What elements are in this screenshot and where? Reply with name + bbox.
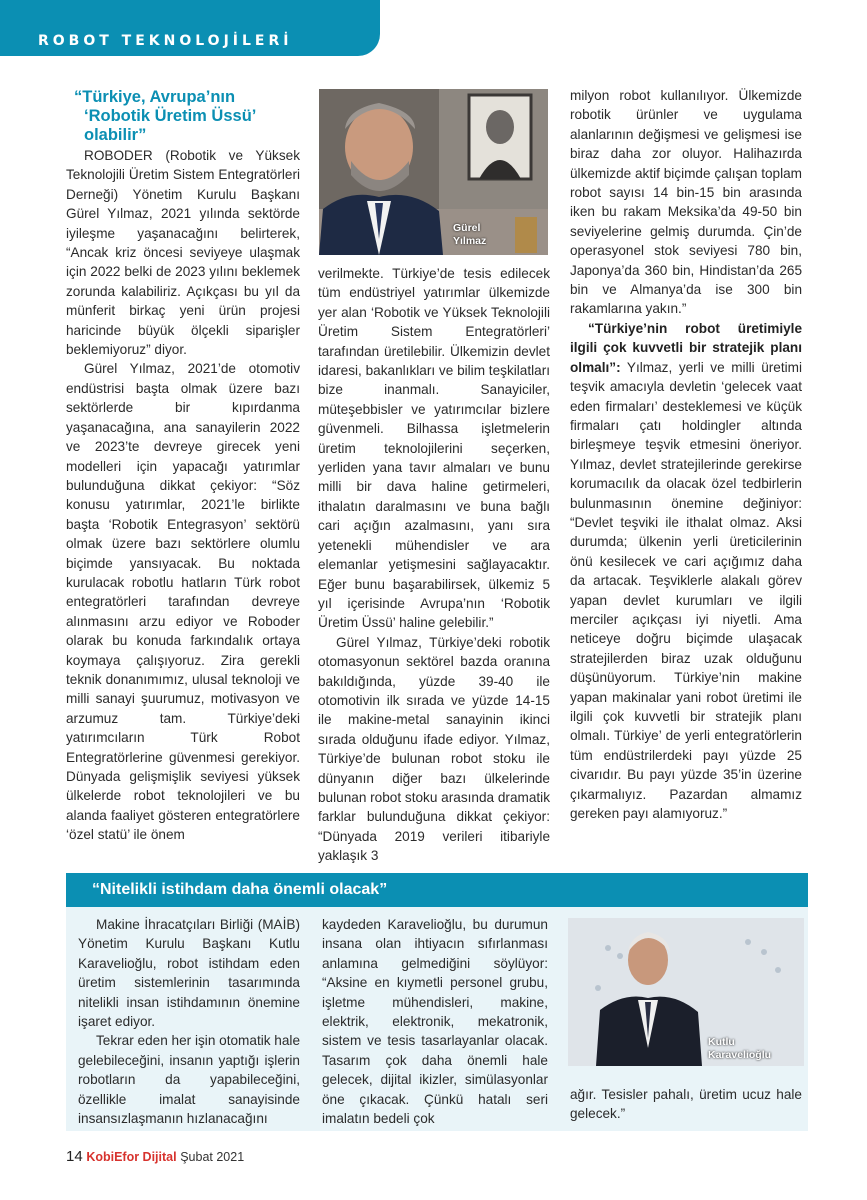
- article-column-2: [318, 264, 550, 866]
- box-paragraph: kaydeden Karavelioğlu, bu durumun insana olan ihtiyacın sıfırlanması anlamına gelmediğini söylüyor: “Aksine en kıymetli personel grubu, işletme mühendisleri, makine, elektrik, elektronik, mekatronik, sistem ve tesis tasarlayanlar olacak. Tasarım çok daha önemli hale gelecek, dijital ikizler, simülasyonlar öne çıkacak. Çünkü hatalı seri imalatın bedeli çok: [322, 917, 548, 1127]
- section-title: ROBOT TEKNOLOJİLERİ: [38, 33, 293, 49]
- page-number: 14: [66, 1148, 83, 1165]
- portrait-image: [319, 89, 548, 255]
- photo-caption: Gürel Yılmaz: [453, 222, 487, 247]
- article-column-3: [570, 86, 802, 823]
- gurel-yilmaz-photo: [319, 89, 548, 255]
- article-headline: “Türkiye, Avrupa’nın ‘Robotik Üretim Üssü’ olabilir”: [74, 88, 256, 144]
- section-header-banner: [0, 0, 380, 56]
- page-footer: [66, 1148, 244, 1165]
- article-paragraph: [570, 319, 802, 824]
- photo-caption: Kutlu Karavelioğlu: [708, 1036, 772, 1061]
- magazine-brand: KobiEfor Dijital: [86, 1150, 177, 1164]
- box-paragraph: Tekrar eden her işin otomatik hale gelebileceğini, insanın yaptığı işlerin robotların da yapabileceğini, özellikle imalat sanayisinde insansızlaşmanın hızlanacağını: [78, 1033, 301, 1127]
- article-paragraph-text: Yılmaz, yerli ve milli üretimi teşvik amacıyla devletin ‘gelecek vaat eden firmaları’ desteklemesi ve küçük firmaları çatı holdingler altında birleşmeye teşvik etmesini öneriyor. Yılmaz, devlet stratejilerinde gerekirse korumacılık da olacak özel tedbirlerin bulunmasının önemine değiniyor: “Devlet teşviki ile ithalat olmaz. Aksi durumda; ülkenin yerli üreticilerinin önü kesilecek ve cari açığımız daha da artacak. Teşviklerle alakalı görev yapan devlet kurumları ve ilgili merciler açıkçası iyi niyetli. Ama neticeye doğru biçimde ulaşacak stratejilerden biraz uzak olduğunu düşünüyorum. Türkiye’nin makine yapan makinalar yani robot üretimi ile ilgili çok kuvvetli bir stratejik planı olmalı. Türkiye’ de yerli entegratörlerin tüm endüstrilerdeki payı yüzde 25 civarıdır. Bu payı yüzde 35’in üzerine çıkarmalıyız. Pazardan almamız gereken payı alamıyoruz.”: [570, 359, 802, 822]
- box-paragraph: ağır. Tesisler pahalı, üretim ucuz hale gelecek.”: [570, 1087, 802, 1122]
- article-paragraph: milyon robot kullanılıyor. Ülkemizde robotik ürünler ve uygulama alanlarının değişmesi ve gelişmesi ise biraz daha zor oluyor. Halihazırda ülkemizde aktif biçimde çalışan toplam robot sayısı 14 bin-15 bin arasında iken bu rakam Meksika’da 49-50 bin seviyelerine gelmiş durumda. Çin’de operasyonel stok seviyesi 780 bin, Japonya’da 360 bin, Hindistan’da 265 bin ve Almanya’da ise 300 bin rakamlarına yakın.”: [570, 88, 802, 317]
- article-subheading: “Türkiye’nin robot üretimiyle ilgili çok kuvvetli bir stratejik planı olmalı”:: [570, 320, 802, 375]
- article-paragraph: Gürel Yılmaz, Türkiye’deki robotik otomasyonun sektörel bazda oranına bakıldığında, yüzde 39-40 ile otomotivin ilk sırada ve yüzde 14-15 ile makine-metal sanayinin ikinci sırada olduğunu ifade ediyor. Yılmaz, Türkiye’de bulunan robot stoku ile dünyanın diğer bazı ülkelerinde bulunan robot stoku arasında dramatik farklar bulunduğuna dikkat çekiyor: “Dünyada 2019 verileri itibariyle yaklaşık 3: [318, 634, 550, 864]
- article-column-1: [66, 88, 300, 845]
- box-column-3: [570, 1085, 802, 1124]
- article-paragraph: Gürel Yılmaz, 2021’de otomotiv endüstrisi başta olmak üzere bazı sektörlerde bir kıpırdanma yaşanacağına, ana sanayilerin 2022 ve 2023’te devreye girecek yeni modelleri için yapacağı yatırımlar bulunduğuna dikkat çekiyor: “Söz konusu yatırımlar, 2021’le birlikte başta ‘Robotik Entegrasyon’ sektörü olmak üzere bazı sektörlere olumlu biçimde yansıyacak. Bu noktada kurulacak robotlu hatların Türk robot entegratörleri tarafından devreye alınmasını arzu ediyor ve Roboder olarak bu konuda farkındalık ortaya koymaya çalışıyoruz. Zira gerekli teknik donanımımız, ulusal teknoloji ve milli sanayi şuurumuz, motivasyon ve arzumuz tam. Türkiye’deki yatırımcıların Türk Robot Entegratörlerine güvenmesi gerekiyor. Dünyada gelişmişlik seviyesi yüksek ülkelerde robot teknolojileri ve bu alanda faaliyet gösteren entegratörlere ‘özel statü’ ile önem: [66, 361, 300, 843]
- sidebar-box-title: “Nitelikli istihdam daha önemli olacak”: [92, 881, 388, 898]
- issue-date: Şubat 2021: [180, 1150, 245, 1164]
- box-paragraph: Makine İhracatçıları Birliği (MAİB) Yönetim Kurulu Başkanı Kutlu Karavelioğlu, robot istihdam eden üretim sistemlerinin tasarımında nitelikli insan istihdamının önemine işaret ediyor.: [78, 917, 300, 1030]
- article-paragraph: ROBODER (Robotik ve Yüksek Teknolojili Üretim Sistem Entegratörleri Derneği) Yönetim Kurulu Başkanı Gürel Yılmaz, 2021 yılında sektörde iyileşme yaşanacağını belirterek, “Ancak kriz öncesi seviyeye ulaşmak için 2022 belki de 2023 yılını beklemek zorunda kalabiliriz. Açıkçası bu yıl da münferit birkaç yeni ürün projesi haricinde büyük ölçekli siparişler beklemiyoruz” diyor.: [66, 148, 300, 358]
- box-column-2: [322, 915, 548, 1128]
- sidebar-box-header: [66, 873, 808, 907]
- kutlu-karavelioglu-photo: [568, 918, 804, 1066]
- box-column-1: [78, 915, 300, 1128]
- article-paragraph: verilmekte. Türkiye’de tesis edilecek tüm endüstriyel yatırımlar ülkemizde yer alan ‘Robotik ve Yüksek Teknolojili Üretim Sistem Entegratörleri’ tarafından üretilebilir. Ülkemizin devlet idaresi, bakanlıkları ve bilim teşkilatları bize inanmalı. Sanayiciler, müteşebbisler ve yatırımcılar bizlere güvenmeli. Bilhassa işletmelerin üretim teknolojilerini seçerken, yerliden yana tavır almaları ve bunu milli bir dava haline getirmeleri, ithalatın daralmasını ve buna bağlı cari açığın azalmasını, yanı sıra yetenekli mühendisler ve ara elemanlar yetişmesini sağlayacaktır. Eğer bunu başarabilirsek, ülkemiz 5 yıl içerisinde Avrupa’nın ‘Robotik Üretim Üssü’ haline gelebilir.”: [318, 266, 550, 631]
